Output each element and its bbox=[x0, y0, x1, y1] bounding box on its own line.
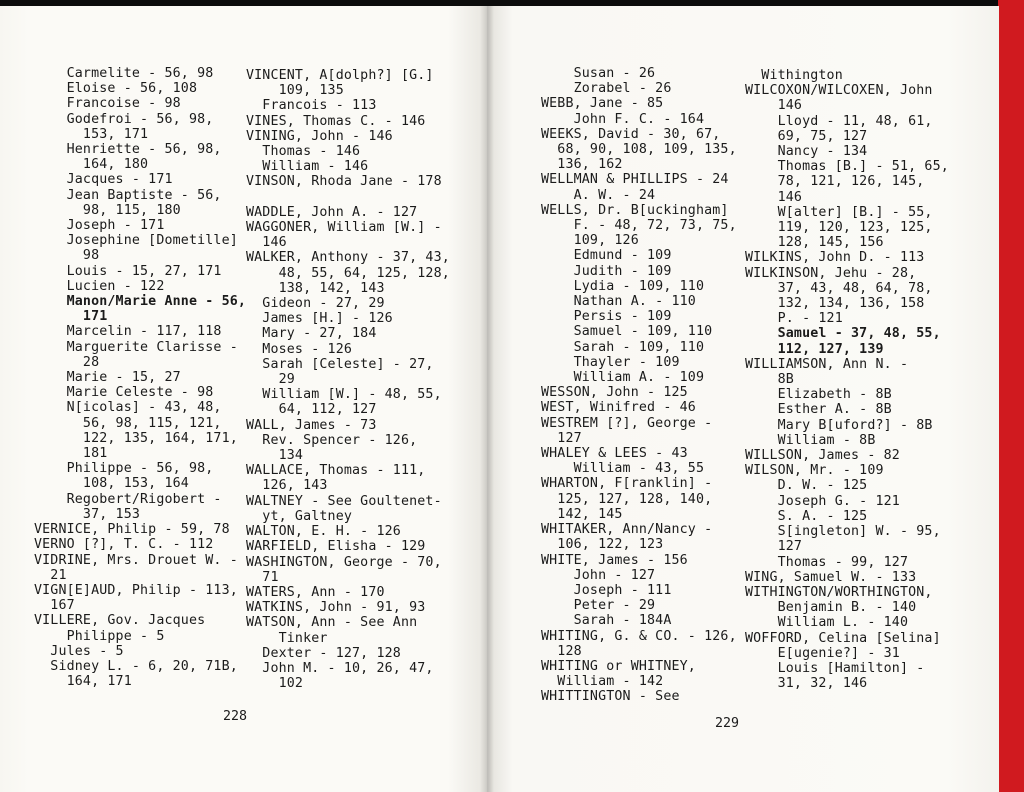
index-entry: Edmund - 109 bbox=[541, 248, 672, 264]
index-entry: 128, 145, 156 bbox=[745, 235, 884, 251]
index-entry: Persis - 109 bbox=[541, 309, 672, 325]
index-entry: 78, 121, 126, 145, bbox=[745, 174, 925, 190]
index-entry: Susan - 26 bbox=[541, 66, 656, 81]
index-entry: WELLMAN & PHILLIPS - 24 bbox=[541, 172, 729, 188]
index-entry: Samuel - 109, 110 bbox=[541, 324, 713, 340]
index-entry: Louis [Hamilton] - bbox=[745, 660, 925, 676]
index-entry: WILLIAMSON, Ann N. - bbox=[745, 356, 909, 372]
index-entry: Sarah - 184A bbox=[541, 613, 672, 629]
index-entry: WHITAKER, Ann/Nancy - bbox=[541, 522, 713, 538]
index-entry: John F. C. - 164 bbox=[541, 111, 705, 127]
index-entry: 122, 135, 164, 171, bbox=[34, 430, 238, 446]
index-entry: 146 bbox=[246, 235, 287, 251]
index-entry: VINING, John - 146 bbox=[246, 128, 393, 144]
index-column bbox=[541, 66, 737, 705]
index-entry: W[alter] [B.] - 55, bbox=[745, 204, 933, 220]
index-entry: 109, 126 bbox=[541, 233, 639, 249]
index-entry: WILCOXON/WILCOXEN, John bbox=[745, 83, 933, 99]
index-entry: WHALEY & LEES - 43 bbox=[541, 446, 688, 462]
index-entry: WHITE, James - 156 bbox=[541, 552, 688, 568]
index-entry: VINES, Thomas C. - 146 bbox=[246, 113, 426, 129]
index-entry: Nathan A. - 110 bbox=[541, 294, 696, 310]
index-entry: S[ingleton] W. - 95, bbox=[745, 524, 941, 540]
index-entry: 142, 145 bbox=[541, 506, 623, 522]
book-gutter bbox=[480, 6, 494, 792]
index-entry: Mary B[uford?] - 8B bbox=[745, 417, 933, 433]
index-entry: Sidney L. - 6, 20, 71B, bbox=[34, 658, 238, 674]
index-entry: WESSON, John - 125 bbox=[541, 385, 688, 401]
index-entry: WALKER, Anthony - 37, 43, bbox=[246, 250, 450, 266]
index-entry: 98, 115, 180 bbox=[34, 202, 181, 218]
index-entry: yt, Galtney bbox=[246, 508, 353, 524]
index-entry: William - 142 bbox=[541, 674, 664, 690]
index-entry: Eloise - 56, 108 bbox=[34, 81, 198, 97]
index-entry: Joseph - 171 bbox=[34, 218, 165, 234]
page-number: 228 bbox=[223, 709, 248, 724]
index-entry: Thomas - 99, 127 bbox=[745, 554, 909, 570]
index-entry: Marcelin - 117, 118 bbox=[34, 324, 222, 340]
index-entry: William [W.] - 48, 55, bbox=[246, 387, 442, 403]
index-entry: Francoise - 98 bbox=[34, 96, 181, 112]
index-entry: 171 bbox=[34, 309, 108, 325]
index-entry: Sarah [Celeste] - 27, bbox=[246, 356, 434, 372]
index-entry: William L. - 140 bbox=[745, 615, 909, 631]
index-entry: 106, 122, 123 bbox=[541, 537, 664, 553]
index-entry: 134 bbox=[246, 448, 304, 464]
index-entry: 68, 90, 108, 109, 135, bbox=[541, 142, 737, 158]
index-entry: WATKINS, John - 91, 93 bbox=[246, 600, 426, 616]
index-entry: 29 bbox=[246, 372, 295, 388]
index-entry: WEBB, Jane - 85 bbox=[541, 96, 664, 112]
index-entry: Thomas - 146 bbox=[246, 144, 361, 160]
index-entry: Manon/Marie Anne - 56, bbox=[34, 294, 247, 310]
index-entry: Jacques - 171 bbox=[34, 172, 173, 188]
index-entry: WALL, James - 73 bbox=[246, 417, 377, 433]
index-entry: Regobert/Rigobert - bbox=[34, 491, 222, 507]
index-entry: 109, 135 bbox=[246, 83, 344, 99]
index-entry: Dexter - 127, 128 bbox=[246, 645, 401, 661]
index-entry: WHARTON, F[ranklin] - bbox=[541, 476, 713, 492]
index-entry: VIDRINE, Mrs. Drouet W. - bbox=[34, 552, 238, 568]
index-entry: Carmelite - 56, 98 bbox=[34, 66, 214, 81]
index-entry: 138, 142, 143 bbox=[246, 280, 385, 296]
index-entry: 164, 171 bbox=[34, 674, 132, 690]
index-entry: WAGGONER, William [W.] - bbox=[246, 220, 442, 236]
index-entry: 128 bbox=[541, 643, 582, 659]
index-entry: WING, Samuel W. - 133 bbox=[745, 569, 917, 585]
index-entry: S. A. - 125 bbox=[745, 508, 868, 524]
index-column bbox=[745, 68, 949, 691]
index-entry: 126, 143 bbox=[246, 478, 328, 494]
index-entry: Esther A. - 8B bbox=[745, 402, 892, 418]
index-entry: William - 8B bbox=[745, 432, 876, 448]
index-entry: 71 bbox=[246, 569, 279, 585]
index-entry: 37, 153 bbox=[34, 506, 141, 522]
index-entry: Withington bbox=[745, 68, 843, 83]
index-column bbox=[34, 66, 246, 689]
index-entry: John - 127 bbox=[541, 567, 656, 583]
index-entry: Zorabel - 26 bbox=[541, 81, 672, 97]
index-entry: WHITTINGTON - See bbox=[541, 689, 680, 705]
index-entry: William A. - 109 bbox=[541, 370, 705, 386]
index-column bbox=[246, 68, 450, 691]
index-entry: WALTNEY - See Goultenet- bbox=[246, 493, 442, 509]
index-entry: 31, 32, 146 bbox=[745, 676, 868, 692]
page-number: 229 bbox=[715, 716, 740, 731]
index-entry: VIGN[E]AUD, Philip - 113, bbox=[34, 582, 238, 598]
index-entry: James [H.] - 126 bbox=[246, 311, 393, 327]
index-entry: WHITING, G. & CO. - 126, bbox=[541, 628, 737, 644]
index-entry: 102 bbox=[246, 676, 304, 692]
index-entry: 119, 120, 123, 125, bbox=[745, 220, 933, 236]
index-entry: WESTREM [?], George - bbox=[541, 415, 713, 431]
index-entry: Nancy - 134 bbox=[745, 144, 868, 160]
index-entry: VERNO [?], T. C. - 112 bbox=[34, 537, 214, 553]
index-entry: F. - 48, 72, 73, 75, bbox=[541, 218, 737, 234]
index-entry: 132, 134, 136, 158 bbox=[745, 296, 925, 312]
index-entry: WASHINGTON, George - 70, bbox=[246, 554, 442, 570]
index-entry: 112, 127, 139 bbox=[745, 341, 884, 357]
index-entry: Philippe - 5 bbox=[34, 628, 165, 644]
index-entry: WEEKS, David - 30, 67, bbox=[541, 126, 721, 142]
index-entry: Marie - 15, 27 bbox=[34, 370, 181, 386]
index-entry: Philippe - 56, 98, bbox=[34, 461, 214, 477]
index-entry: VILLERE, Gov. Jacques bbox=[34, 613, 206, 629]
index-entry: Henriette - 56, 98, bbox=[34, 142, 222, 158]
index-entry: 127 bbox=[541, 430, 582, 446]
index-entry: 164, 180 bbox=[34, 157, 149, 173]
index-entry: William - 43, 55 bbox=[541, 461, 705, 477]
index-entry: WALTON, E. H. - 126 bbox=[246, 524, 401, 540]
index-entry: E[ugenie?] - 31 bbox=[745, 645, 900, 661]
index-entry: Lloyd - 11, 48, 61, bbox=[745, 113, 933, 129]
index-entry: John M. - 10, 26, 47, bbox=[246, 660, 434, 676]
index-entry: Joseph - 111 bbox=[541, 582, 672, 598]
index-entry: WILKINS, John D. - 113 bbox=[745, 250, 925, 266]
index-entry: WHITING or WHITNEY, bbox=[541, 658, 696, 674]
index-entry: WOFFORD, Celina [Selina] bbox=[745, 630, 941, 646]
index-entry: 37, 43, 48, 64, 78, bbox=[745, 280, 933, 296]
index-entry: 48, 55, 64, 125, 128, bbox=[246, 265, 450, 281]
index-entry: 136, 162 bbox=[541, 157, 623, 173]
index-entry: WILLSON, James - 82 bbox=[745, 448, 900, 464]
left-page bbox=[0, 6, 487, 792]
index-entry: Godefroi - 56, 98, bbox=[34, 111, 214, 127]
index-entry: Mary - 27, 184 bbox=[246, 326, 377, 342]
index-entry: Marie Celeste - 98 bbox=[34, 385, 214, 401]
index-entry: P. - 121 bbox=[745, 311, 843, 327]
index-entry: Jules - 5 bbox=[34, 643, 124, 659]
index-entry: 8B bbox=[745, 372, 794, 388]
index-entry: 125, 127, 128, 140, bbox=[541, 491, 713, 507]
index-entry: Sarah - 109, 110 bbox=[541, 339, 705, 355]
index-entry: Moses - 126 bbox=[246, 341, 353, 357]
index-entry: Tinker bbox=[246, 630, 328, 646]
index-entry: WATERS, Ann - 170 bbox=[246, 584, 385, 600]
index-entry: Joseph G. - 121 bbox=[745, 493, 900, 509]
red-book-cover-edge bbox=[998, 0, 1024, 792]
index-entry: Josephine [Dometille] bbox=[34, 233, 238, 249]
index-entry: Samuel - 37, 48, 55, bbox=[745, 326, 941, 342]
index-entry: Peter - 29 bbox=[541, 598, 656, 614]
index-entry bbox=[246, 190, 450, 205]
index-entry: Marguerite Clarisse - bbox=[34, 339, 238, 355]
index-entry: 167 bbox=[34, 598, 75, 614]
index-entry: VERNICE, Philip - 59, 78 bbox=[34, 522, 230, 538]
index-entry: 127 bbox=[745, 539, 803, 555]
index-entry: D. W. - 125 bbox=[745, 478, 868, 494]
index-entry: 28 bbox=[34, 354, 100, 370]
index-entry: William - 146 bbox=[246, 159, 369, 175]
index-entry: Lucien - 122 bbox=[34, 278, 165, 294]
index-entry: WILSON, Mr. - 109 bbox=[745, 463, 884, 479]
index-entry: Elizabeth - 8B bbox=[745, 387, 892, 403]
index-entry: N[icolas] - 43, 48, bbox=[34, 400, 222, 416]
index-entry: Jean Baptiste - 56, bbox=[34, 187, 222, 203]
index-entry: 108, 153, 164 bbox=[34, 476, 189, 492]
index-entry: 181 bbox=[34, 446, 108, 462]
index-entry: VINCENT, A[dolph?] [G.] bbox=[246, 68, 434, 83]
index-entry: Judith - 109 bbox=[541, 263, 672, 279]
right-page bbox=[487, 6, 999, 792]
index-entry: Thomas [B.] - 51, 65, bbox=[745, 159, 949, 175]
index-entry: VINSON, Rhoda Jane - 178 bbox=[246, 174, 442, 190]
index-entry: 56, 98, 115, 121, bbox=[34, 415, 222, 431]
index-entry: 98 bbox=[34, 248, 100, 264]
index-entry: A. W. - 24 bbox=[541, 187, 656, 203]
index-entry: WALLACE, Thomas - 111, bbox=[246, 463, 426, 479]
index-entry: 69, 75, 127 bbox=[745, 128, 868, 144]
index-entry: WATSON, Ann - See Ann bbox=[246, 615, 418, 631]
index-entry: WADDLE, John A. - 127 bbox=[246, 204, 418, 220]
index-entry: WITHINGTON/WORTHINGTON, bbox=[745, 584, 933, 600]
index-entry: WEST, Winifred - 46 bbox=[541, 400, 696, 416]
index-entry: Thayler - 109 bbox=[541, 354, 680, 370]
index-entry: WARFIELD, Elisha - 129 bbox=[246, 539, 426, 555]
index-entry: 146 bbox=[745, 98, 803, 114]
index-entry: 146 bbox=[745, 189, 803, 205]
index-entry: 64, 112, 127 bbox=[246, 402, 377, 418]
index-entry: Francois - 113 bbox=[246, 98, 377, 114]
index-entry: 21 bbox=[34, 567, 67, 583]
index-entry: Benjamin B. - 140 bbox=[745, 600, 917, 616]
index-entry: Rev. Spencer - 126, bbox=[246, 432, 418, 448]
index-entry: WELLS, Dr. B[uckingham] bbox=[541, 202, 729, 218]
index-entry: Gideon - 27, 29 bbox=[246, 296, 385, 312]
index-entry: WILKINSON, Jehu - 28, bbox=[745, 265, 917, 281]
index-entry: Louis - 15, 27, 171 bbox=[34, 263, 222, 279]
index-entry: 153, 171 bbox=[34, 126, 149, 142]
index-entry: Lydia - 109, 110 bbox=[541, 278, 705, 294]
